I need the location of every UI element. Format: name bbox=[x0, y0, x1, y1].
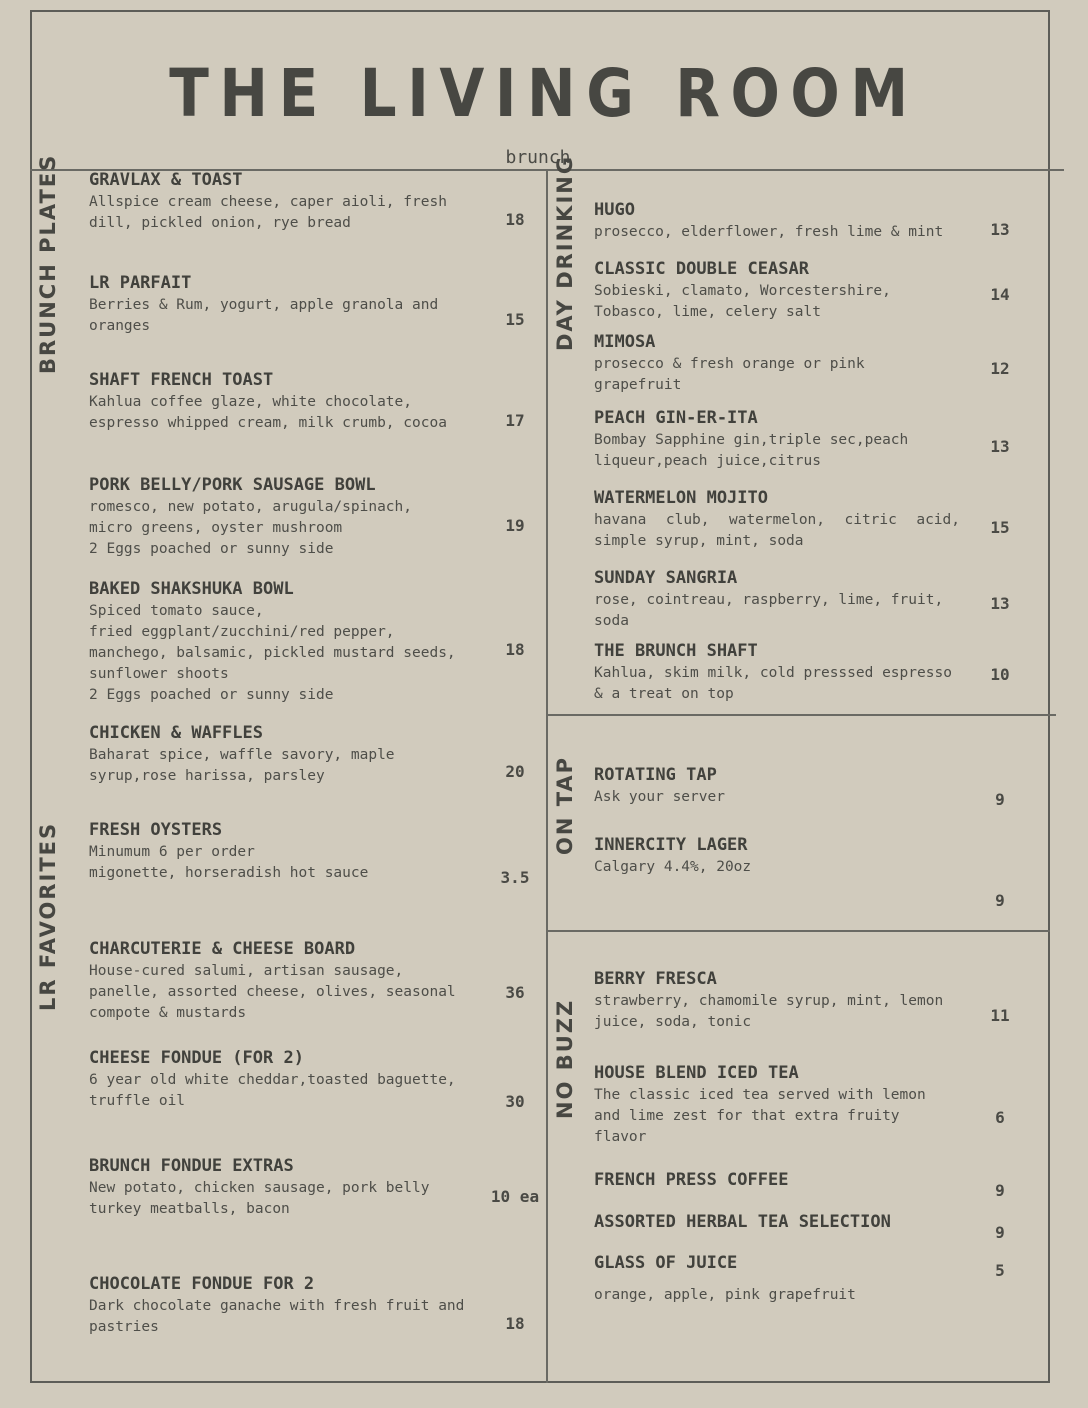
description-line: pastries bbox=[89, 1319, 159, 1335]
menu-item-name: FRESH OYSTERS bbox=[89, 820, 223, 840]
section-no-buzz: NO BUZZ bbox=[553, 998, 577, 1119]
menu-item-price: 10 ea bbox=[490, 1187, 540, 1206]
section-lr-favorites: LR FAVORITES bbox=[36, 821, 60, 1011]
menu-item-description bbox=[89, 295, 438, 337]
menu-item-price: 20 bbox=[505, 762, 525, 781]
menu-item-name: LR PARFAIT bbox=[89, 273, 192, 293]
menu-item-description bbox=[89, 1296, 464, 1338]
menu-item bbox=[89, 474, 412, 560]
description-line: New potato, chicken sausage, pork belly bbox=[89, 1180, 430, 1196]
description-line: 2 Eggs poached or sunny side bbox=[89, 687, 334, 703]
menu-item bbox=[89, 169, 447, 234]
menu-item-name: MIMOSA bbox=[594, 332, 656, 352]
description-line: sunflower shoots bbox=[89, 666, 229, 682]
menu-item bbox=[89, 722, 395, 787]
menu-item bbox=[594, 1062, 926, 1148]
menu-item-description bbox=[89, 745, 395, 787]
menu-item-name: WATERMELON MOJITO bbox=[594, 488, 768, 508]
description-line: rose, cointreau, raspberry, lime, fruit, bbox=[594, 592, 944, 608]
menu-item bbox=[594, 258, 891, 323]
menu-item bbox=[594, 199, 943, 243]
description-line: simple syrup, mint, soda bbox=[594, 533, 804, 549]
description-line: prosecco & fresh orange or pink bbox=[594, 356, 865, 372]
description-line: flavor bbox=[594, 1129, 647, 1145]
description-line: 6 year old white cheddar,toasted baguette, bbox=[89, 1072, 456, 1088]
menu-item-description bbox=[594, 1085, 926, 1148]
menu-item-name: CLASSIC DOUBLE CEASAR bbox=[594, 259, 809, 279]
menu-item bbox=[594, 1169, 788, 1192]
section-on-tap: ON TAP bbox=[553, 755, 577, 855]
menu-item bbox=[594, 834, 751, 878]
description-line: Kahlua, skim milk, cold presssed espresso bbox=[594, 665, 952, 681]
menu-item-price: 9 bbox=[995, 1223, 1005, 1242]
description-line: Tobasco, lime, celery salt bbox=[594, 304, 821, 320]
description-line: syrup,rose harissa, parsley bbox=[89, 768, 325, 784]
menu-item bbox=[594, 487, 960, 552]
description-line: dill, pickled onion, rye bread bbox=[89, 215, 351, 231]
description-line: migonette, horseradish hot sauce bbox=[89, 865, 369, 881]
menu-item-price: 36 bbox=[505, 983, 525, 1002]
menu-item-name: CHEESE FONDUE (FOR 2) bbox=[89, 1048, 304, 1068]
menu-item-name: CHARCUTERIE & CHEESE BOARD bbox=[89, 939, 356, 959]
description-line: Sobieski, clamato, Worcestershire, bbox=[594, 283, 891, 299]
description-line: and lime zest for that extra fruity bbox=[594, 1108, 900, 1124]
menu-item-name: CHICKEN & WAFFLES bbox=[89, 723, 263, 743]
menu-item bbox=[594, 331, 865, 396]
description-line: Bombay Sapphine gin,triple sec,peach bbox=[594, 432, 909, 448]
menu-item-price: 18 bbox=[505, 640, 525, 659]
description-line: havana club, watermelon, citric acid, bbox=[594, 512, 960, 528]
description-line: fried eggplant/zucchini/red pepper, bbox=[89, 624, 395, 640]
description-line: compote & mustards bbox=[89, 1005, 247, 1021]
description-line: 2 Eggs poached or sunny side bbox=[89, 541, 334, 557]
menu-item-description bbox=[594, 354, 865, 396]
menu-item-price: 13 bbox=[990, 437, 1010, 456]
menu-item-name: CHOCOLATE FONDUE FOR 2 bbox=[89, 1274, 315, 1294]
menu-item-name: ASSORTED HERBAL TEA SELECTION bbox=[594, 1212, 891, 1232]
menu-item-name: BRUNCH FONDUE EXTRAS bbox=[89, 1156, 294, 1176]
menu-item bbox=[89, 1273, 464, 1338]
menu-item-description bbox=[594, 510, 960, 552]
menu-item-price: 3.5 bbox=[500, 868, 530, 887]
description-line: oranges bbox=[89, 318, 151, 334]
menu-item bbox=[89, 272, 438, 337]
menu-item-price: 18 bbox=[505, 210, 525, 229]
menu-item-name: THE BRUNCH SHAFT bbox=[594, 641, 758, 661]
menu-item bbox=[89, 938, 456, 1024]
menu-item-description bbox=[89, 601, 456, 706]
menu-item-description bbox=[594, 430, 908, 472]
menu-item bbox=[594, 1211, 891, 1234]
description-line: turkey meatballs, bacon bbox=[89, 1201, 290, 1217]
description-line: manchego, balsamic, pickled mustard seeds, bbox=[89, 645, 456, 661]
description-line: liqueur,peach juice,citrus bbox=[594, 453, 821, 469]
description-line: House-cured salumi, artisan sausage, bbox=[89, 963, 404, 979]
drinks-divider bbox=[546, 714, 1056, 716]
menu-item bbox=[594, 407, 908, 472]
menu-item-price: 17 bbox=[505, 411, 525, 430]
description-line: truffle oil bbox=[89, 1093, 186, 1109]
menu-item-name: PORK BELLY/PORK SAUSAGE BOWL bbox=[89, 475, 376, 495]
menu-item-description bbox=[89, 842, 368, 884]
menu-item-description bbox=[89, 192, 447, 234]
menu-item bbox=[89, 578, 456, 706]
menu-item bbox=[89, 1155, 429, 1220]
menu-item-price: 13 bbox=[990, 594, 1010, 613]
menu-item-price: 9 bbox=[995, 891, 1005, 910]
description-line: strawberry, chamomile syrup, mint, lemon bbox=[594, 993, 944, 1009]
menu-item bbox=[89, 1047, 456, 1112]
menu-item-description bbox=[594, 281, 891, 323]
menu-item-description bbox=[89, 392, 447, 434]
menu-item-description bbox=[594, 663, 952, 705]
menu-item-name: SUNDAY SANGRIA bbox=[594, 568, 738, 588]
description-line: orange, apple, pink grapefruit bbox=[594, 1287, 856, 1303]
description-line: Dark chocolate ganache with fresh fruit and bbox=[89, 1298, 465, 1314]
menu-item-name: ROTATING TAP bbox=[594, 765, 717, 785]
description-line: & a treat on top bbox=[594, 686, 734, 702]
description-line: panelle, assorted cheese, olives, seasonal bbox=[89, 984, 456, 1000]
description-line: Minumum 6 per order bbox=[89, 844, 255, 860]
menu-item bbox=[594, 567, 943, 632]
menu-item-price: 6 bbox=[995, 1108, 1005, 1127]
section-brunch-plates: BRUNCH PLATES bbox=[36, 153, 60, 374]
menu-item-price: 15 bbox=[505, 310, 525, 329]
menu-item-description bbox=[594, 590, 943, 632]
menu-item bbox=[594, 1252, 856, 1306]
description-line: espresso whipped cream, milk crumb, cocoa bbox=[89, 415, 447, 431]
description-line: grapefruit bbox=[594, 377, 682, 393]
menu-item-name: BERRY FRESCA bbox=[594, 969, 717, 989]
menu-item-price: 10 bbox=[990, 665, 1010, 684]
description-line: Baharat spice, waffle savory, maple bbox=[89, 747, 395, 763]
menu-item-price: 5 bbox=[995, 1261, 1005, 1280]
menu-item-price: 14 bbox=[990, 285, 1010, 304]
column-divider bbox=[546, 169, 548, 1383]
menu-item bbox=[89, 369, 447, 434]
menu-item-name: HOUSE BLEND ICED TEA bbox=[594, 1063, 799, 1083]
description-line: Berries & Rum, yogurt, apple granola and bbox=[89, 297, 439, 313]
description-line: juice, soda, tonic bbox=[594, 1014, 752, 1030]
menu-item bbox=[594, 968, 943, 1033]
menu-subtitle: brunch bbox=[505, 147, 571, 168]
menu-item-price: 12 bbox=[990, 359, 1010, 378]
menu-item-name: FRENCH PRESS COFFEE bbox=[594, 1170, 789, 1190]
description-line: soda bbox=[594, 613, 629, 629]
menu-item bbox=[594, 764, 725, 808]
menu-item-description bbox=[89, 497, 412, 560]
menu-item-price: 9 bbox=[995, 790, 1005, 809]
menu-item-name: HUGO bbox=[594, 200, 635, 220]
description-line: Calgary 4.4%, 20oz bbox=[594, 859, 752, 875]
menu-item-description bbox=[594, 222, 943, 243]
menu-item-price: 11 bbox=[990, 1006, 1010, 1025]
description-line: prosecco, elderflower, fresh lime & mint bbox=[594, 224, 944, 240]
description-line: romesco, new potato, arugula/spinach, bbox=[89, 499, 413, 515]
description-line: The classic iced tea served with lemon bbox=[594, 1087, 926, 1103]
menu-item-name: SHAFT FRENCH TOAST bbox=[89, 370, 274, 390]
menu-item-description bbox=[89, 961, 456, 1024]
description-line: Kahlua coffee glaze, white chocolate, bbox=[89, 394, 413, 410]
page-title: THE LIVING ROOM bbox=[169, 55, 919, 132]
menu-item-description bbox=[89, 1070, 456, 1112]
description-line: Ask your server bbox=[594, 789, 725, 805]
menu-item bbox=[594, 640, 952, 705]
menu-item bbox=[89, 819, 368, 884]
menu-item-description bbox=[89, 1178, 429, 1220]
menu-item-price: 9 bbox=[995, 1181, 1005, 1200]
description-line: Spiced tomato sauce, bbox=[89, 603, 264, 619]
menu-item-description bbox=[594, 991, 943, 1033]
menu-item-price: 18 bbox=[505, 1314, 525, 1333]
menu-item-description bbox=[594, 857, 751, 878]
menu-item-price: 15 bbox=[990, 518, 1010, 537]
menu-item-name: GLASS OF JUICE bbox=[594, 1253, 738, 1273]
section-day-drinking: DAY DRINKING bbox=[553, 154, 577, 351]
menu-item-price: 30 bbox=[505, 1092, 525, 1111]
menu-item-price: 13 bbox=[990, 220, 1010, 239]
menu-item-description bbox=[594, 1285, 856, 1306]
description-line: micro greens, oyster mushroom bbox=[89, 520, 343, 536]
tap-divider bbox=[546, 930, 1050, 932]
menu-item-name: INNERCITY LAGER bbox=[594, 835, 748, 855]
menu-item-name: GRAVLAX & TOAST bbox=[89, 170, 243, 190]
description-line: Allspice cream cheese, caper aioli, fresh bbox=[89, 194, 447, 210]
menu-item-name: BAKED SHAKSHUKA BOWL bbox=[89, 579, 294, 599]
menu-item-name: PEACH GIN-ER-ITA bbox=[594, 408, 758, 428]
menu-item-description bbox=[594, 787, 725, 808]
menu-item-price: 19 bbox=[505, 516, 525, 535]
